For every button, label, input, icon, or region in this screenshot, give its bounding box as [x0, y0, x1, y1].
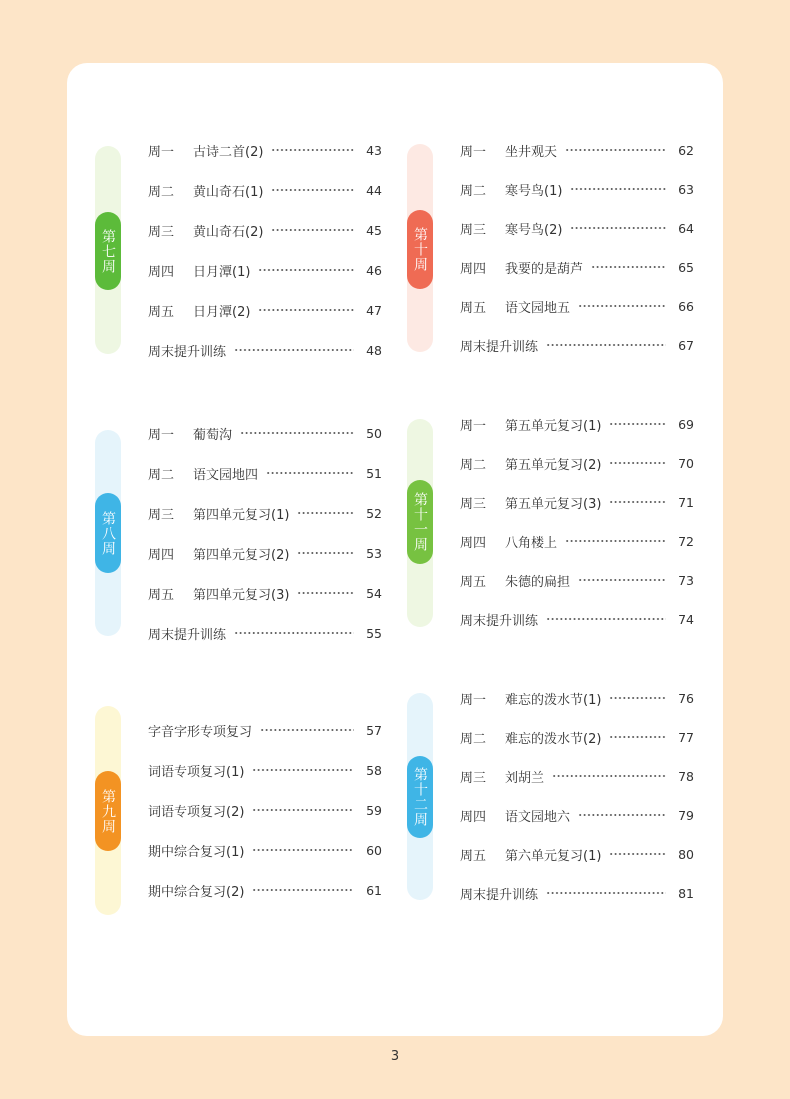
- toc-entry[interactable]: [148, 300, 382, 320]
- toc-entry[interactable]: [148, 503, 382, 523]
- entry-day: 周三: [148, 507, 175, 523]
- toc-entry[interactable]: [460, 414, 694, 434]
- entry-page-number: 79: [678, 807, 694, 823]
- dot-leader: [578, 814, 666, 816]
- entry-title: 日月潭(2): [193, 304, 251, 320]
- entry-page-number: 47: [366, 302, 382, 318]
- entry-day: 周五: [460, 574, 487, 590]
- entry-page-number: 67: [678, 337, 694, 353]
- entry-title: 第四单元复习(2): [193, 547, 290, 563]
- week-label: 第十二周: [412, 767, 428, 827]
- entry-page-number: 63: [678, 181, 694, 197]
- entry-day: 周末提升训练: [148, 627, 227, 643]
- entry-title: 语文园地四: [193, 467, 259, 483]
- entry-page-number: 54: [366, 585, 382, 601]
- entry-page-number: 65: [678, 259, 694, 275]
- week-tag: [407, 210, 433, 289]
- entry-day: 周一: [460, 144, 487, 160]
- dot-leader: [297, 512, 354, 514]
- entry-day: 周二: [460, 731, 487, 747]
- entry-page-number: 64: [678, 220, 694, 236]
- entry-title: 期中综合复习(2): [148, 884, 245, 900]
- entry-title: 第四单元复习(3): [193, 587, 290, 603]
- toc-entry[interactable]: [148, 423, 382, 443]
- entry-title: 坐井观天: [505, 144, 558, 160]
- entry-page-number: 77: [678, 729, 694, 745]
- entry-title: 语文园地六: [505, 809, 571, 825]
- toc-entry[interactable]: [460, 570, 694, 590]
- entry-day: 周五: [148, 587, 175, 603]
- dot-leader: [552, 775, 666, 777]
- dot-leader: [271, 149, 354, 151]
- entry-title: 第六单元复习(1): [505, 848, 602, 864]
- entry-page-number: 57: [366, 722, 382, 738]
- toc-entry[interactable]: [148, 583, 382, 603]
- dot-leader: [609, 697, 666, 699]
- entry-day: 周五: [460, 300, 487, 316]
- entry-day: 周二: [148, 467, 175, 483]
- entry-page-number: 66: [678, 298, 694, 314]
- entry-page-number: 51: [366, 465, 382, 481]
- entry-day: 周末提升训练: [460, 339, 539, 355]
- toc-entry[interactable]: [148, 340, 382, 360]
- dot-leader: [565, 540, 666, 542]
- entry-title: 寒号鸟(2): [505, 222, 563, 238]
- entry-title: 第五单元复习(3): [505, 496, 602, 512]
- entry-day: 周一: [460, 418, 487, 434]
- dot-leader: [546, 344, 666, 346]
- entry-page-number: 62: [678, 142, 694, 158]
- week-label: 第八周: [100, 510, 116, 556]
- toc-entry[interactable]: [460, 688, 694, 708]
- toc-entry[interactable]: [148, 623, 382, 643]
- entry-page-number: 46: [366, 262, 382, 278]
- entry-day: 周末提升训练: [148, 344, 227, 360]
- toc-entry[interactable]: [460, 140, 694, 160]
- entry-day: 周二: [148, 184, 175, 200]
- dot-leader: [609, 853, 666, 855]
- dot-leader: [565, 149, 666, 151]
- entry-title: 朱德的扁担: [505, 574, 571, 590]
- toc-entry[interactable]: [460, 883, 694, 903]
- toc-entry[interactable]: [148, 800, 382, 820]
- week-tag: [95, 771, 121, 851]
- page-number: 3: [390, 1049, 400, 1064]
- dot-leader: [609, 462, 666, 464]
- entry-day: 周四: [460, 535, 487, 551]
- toc-entry[interactable]: [460, 296, 694, 316]
- entry-title: 葡萄沟: [193, 427, 233, 443]
- toc-entry[interactable]: [460, 844, 694, 864]
- dot-leader: [271, 189, 354, 191]
- toc-entry[interactable]: [148, 180, 382, 200]
- entry-day: 周四: [148, 264, 175, 280]
- entry-day: 周五: [460, 848, 487, 864]
- toc-entry[interactable]: [148, 463, 382, 483]
- entry-page-number: 81: [678, 885, 694, 901]
- dot-leader: [260, 729, 354, 731]
- entry-day: 周末提升训练: [460, 887, 539, 903]
- week-tag: [95, 493, 121, 573]
- dot-leader: [546, 892, 666, 894]
- entry-day: 周三: [148, 224, 175, 240]
- dot-leader: [252, 849, 354, 851]
- dot-leader: [266, 472, 354, 474]
- entry-title: 八角楼上: [505, 535, 558, 551]
- entry-title: 难忘的泼水节(1): [505, 692, 602, 708]
- entry-title: 寒号鸟(1): [505, 183, 563, 199]
- toc-entry[interactable]: [148, 260, 382, 280]
- entry-page-number: 53: [366, 545, 382, 561]
- entry-title: 第四单元复习(1): [193, 507, 290, 523]
- entry-page-number: 71: [678, 494, 694, 510]
- entry-page-number: 59: [366, 802, 382, 818]
- entry-page-number: 60: [366, 842, 382, 858]
- week-tag: [407, 756, 433, 838]
- dot-leader: [297, 552, 354, 554]
- dot-leader: [234, 349, 354, 351]
- entry-title: 难忘的泼水节(2): [505, 731, 602, 747]
- entry-title: 期中综合复习(1): [148, 844, 245, 860]
- entry-day: 周一: [460, 692, 487, 708]
- entry-title: 古诗二首(2): [193, 144, 264, 160]
- dot-leader: [591, 266, 666, 268]
- toc-entry[interactable]: [460, 335, 694, 355]
- dot-leader: [578, 579, 666, 581]
- entry-page-number: 58: [366, 762, 382, 778]
- toc-entry[interactable]: [148, 543, 382, 563]
- week-tag: [407, 480, 433, 564]
- entry-page-number: 44: [366, 182, 382, 198]
- week-label: 第九周: [100, 788, 116, 834]
- toc-entry[interactable]: [148, 720, 382, 740]
- entry-day: 周三: [460, 496, 487, 512]
- toc-entry[interactable]: [460, 453, 694, 473]
- entry-day: 周四: [460, 809, 487, 825]
- toc-entry[interactable]: [460, 218, 694, 238]
- entry-page-number: 70: [678, 455, 694, 471]
- entry-title: 第五单元复习(1): [505, 418, 602, 434]
- dot-leader: [570, 188, 666, 190]
- entry-page-number: 72: [678, 533, 694, 549]
- entry-day: 周一: [148, 144, 175, 160]
- entry-page-number: 48: [366, 342, 382, 358]
- week-label: 第十一周: [412, 492, 428, 552]
- dot-leader: [546, 618, 666, 620]
- toc-entry[interactable]: [148, 220, 382, 240]
- entry-title: 词语专项复习(1): [148, 764, 245, 780]
- dot-leader: [258, 269, 354, 271]
- entry-page-number: 76: [678, 690, 694, 706]
- entry-day: 周四: [148, 547, 175, 563]
- entry-title: 我要的是葫芦: [505, 261, 584, 277]
- entry-title: 日月潭(1): [193, 264, 251, 280]
- dot-leader: [578, 305, 666, 307]
- entry-day: 周二: [460, 457, 487, 473]
- entry-page-number: 74: [678, 611, 694, 627]
- entry-day: 周二: [460, 183, 487, 199]
- dot-leader: [609, 423, 666, 425]
- toc-entry[interactable]: [148, 140, 382, 160]
- dot-leader: [240, 432, 354, 434]
- week-tag: [95, 212, 121, 290]
- week-label: 第十周: [412, 227, 428, 272]
- entry-title: 词语专项复习(2): [148, 804, 245, 820]
- entry-page-number: 45: [366, 222, 382, 238]
- dot-leader: [258, 309, 354, 311]
- entry-title: 字音字形专项复习: [148, 724, 253, 740]
- entry-page-number: 50: [366, 425, 382, 441]
- dot-leader: [609, 501, 666, 503]
- entry-title: 第五单元复习(2): [505, 457, 602, 473]
- toc-entry[interactable]: [148, 840, 382, 860]
- toc-entry[interactable]: [460, 766, 694, 786]
- toc-entry[interactable]: [148, 760, 382, 780]
- toc-entry[interactable]: [460, 257, 694, 277]
- dot-leader: [252, 889, 354, 891]
- toc-entry[interactable]: [460, 492, 694, 512]
- entry-day: 周三: [460, 222, 487, 238]
- dot-leader: [234, 632, 354, 634]
- entry-day: 周四: [460, 261, 487, 277]
- entry-page-number: 52: [366, 505, 382, 521]
- entry-page-number: 73: [678, 572, 694, 588]
- dot-leader: [252, 769, 354, 771]
- toc-entry[interactable]: [148, 880, 382, 900]
- dot-leader: [570, 227, 666, 229]
- toc-entry[interactable]: [460, 805, 694, 825]
- entry-page-number: 78: [678, 768, 694, 784]
- entry-page-number: 80: [678, 846, 694, 862]
- toc-entry[interactable]: [460, 727, 694, 747]
- toc-entry[interactable]: [460, 531, 694, 551]
- entry-page-number: 69: [678, 416, 694, 432]
- entry-title: 刘胡兰: [505, 770, 545, 786]
- entry-title: 黄山奇石(1): [193, 184, 264, 200]
- entry-title: 语文园地五: [505, 300, 571, 316]
- entry-page-number: 43: [366, 142, 382, 158]
- entry-page-number: 61: [366, 882, 382, 898]
- entry-day: 周五: [148, 304, 175, 320]
- toc-entry[interactable]: [460, 179, 694, 199]
- entry-day: 周三: [460, 770, 487, 786]
- dot-leader: [252, 809, 354, 811]
- dot-leader: [271, 229, 354, 231]
- entry-page-number: 55: [366, 625, 382, 641]
- dot-leader: [609, 736, 666, 738]
- entry-day: 周一: [148, 427, 175, 443]
- entry-day: 周末提升训练: [460, 613, 539, 629]
- week-label: 第七周: [100, 228, 116, 274]
- entry-title: 黄山奇石(2): [193, 224, 264, 240]
- toc-entry[interactable]: [460, 609, 694, 629]
- dot-leader: [297, 592, 354, 594]
